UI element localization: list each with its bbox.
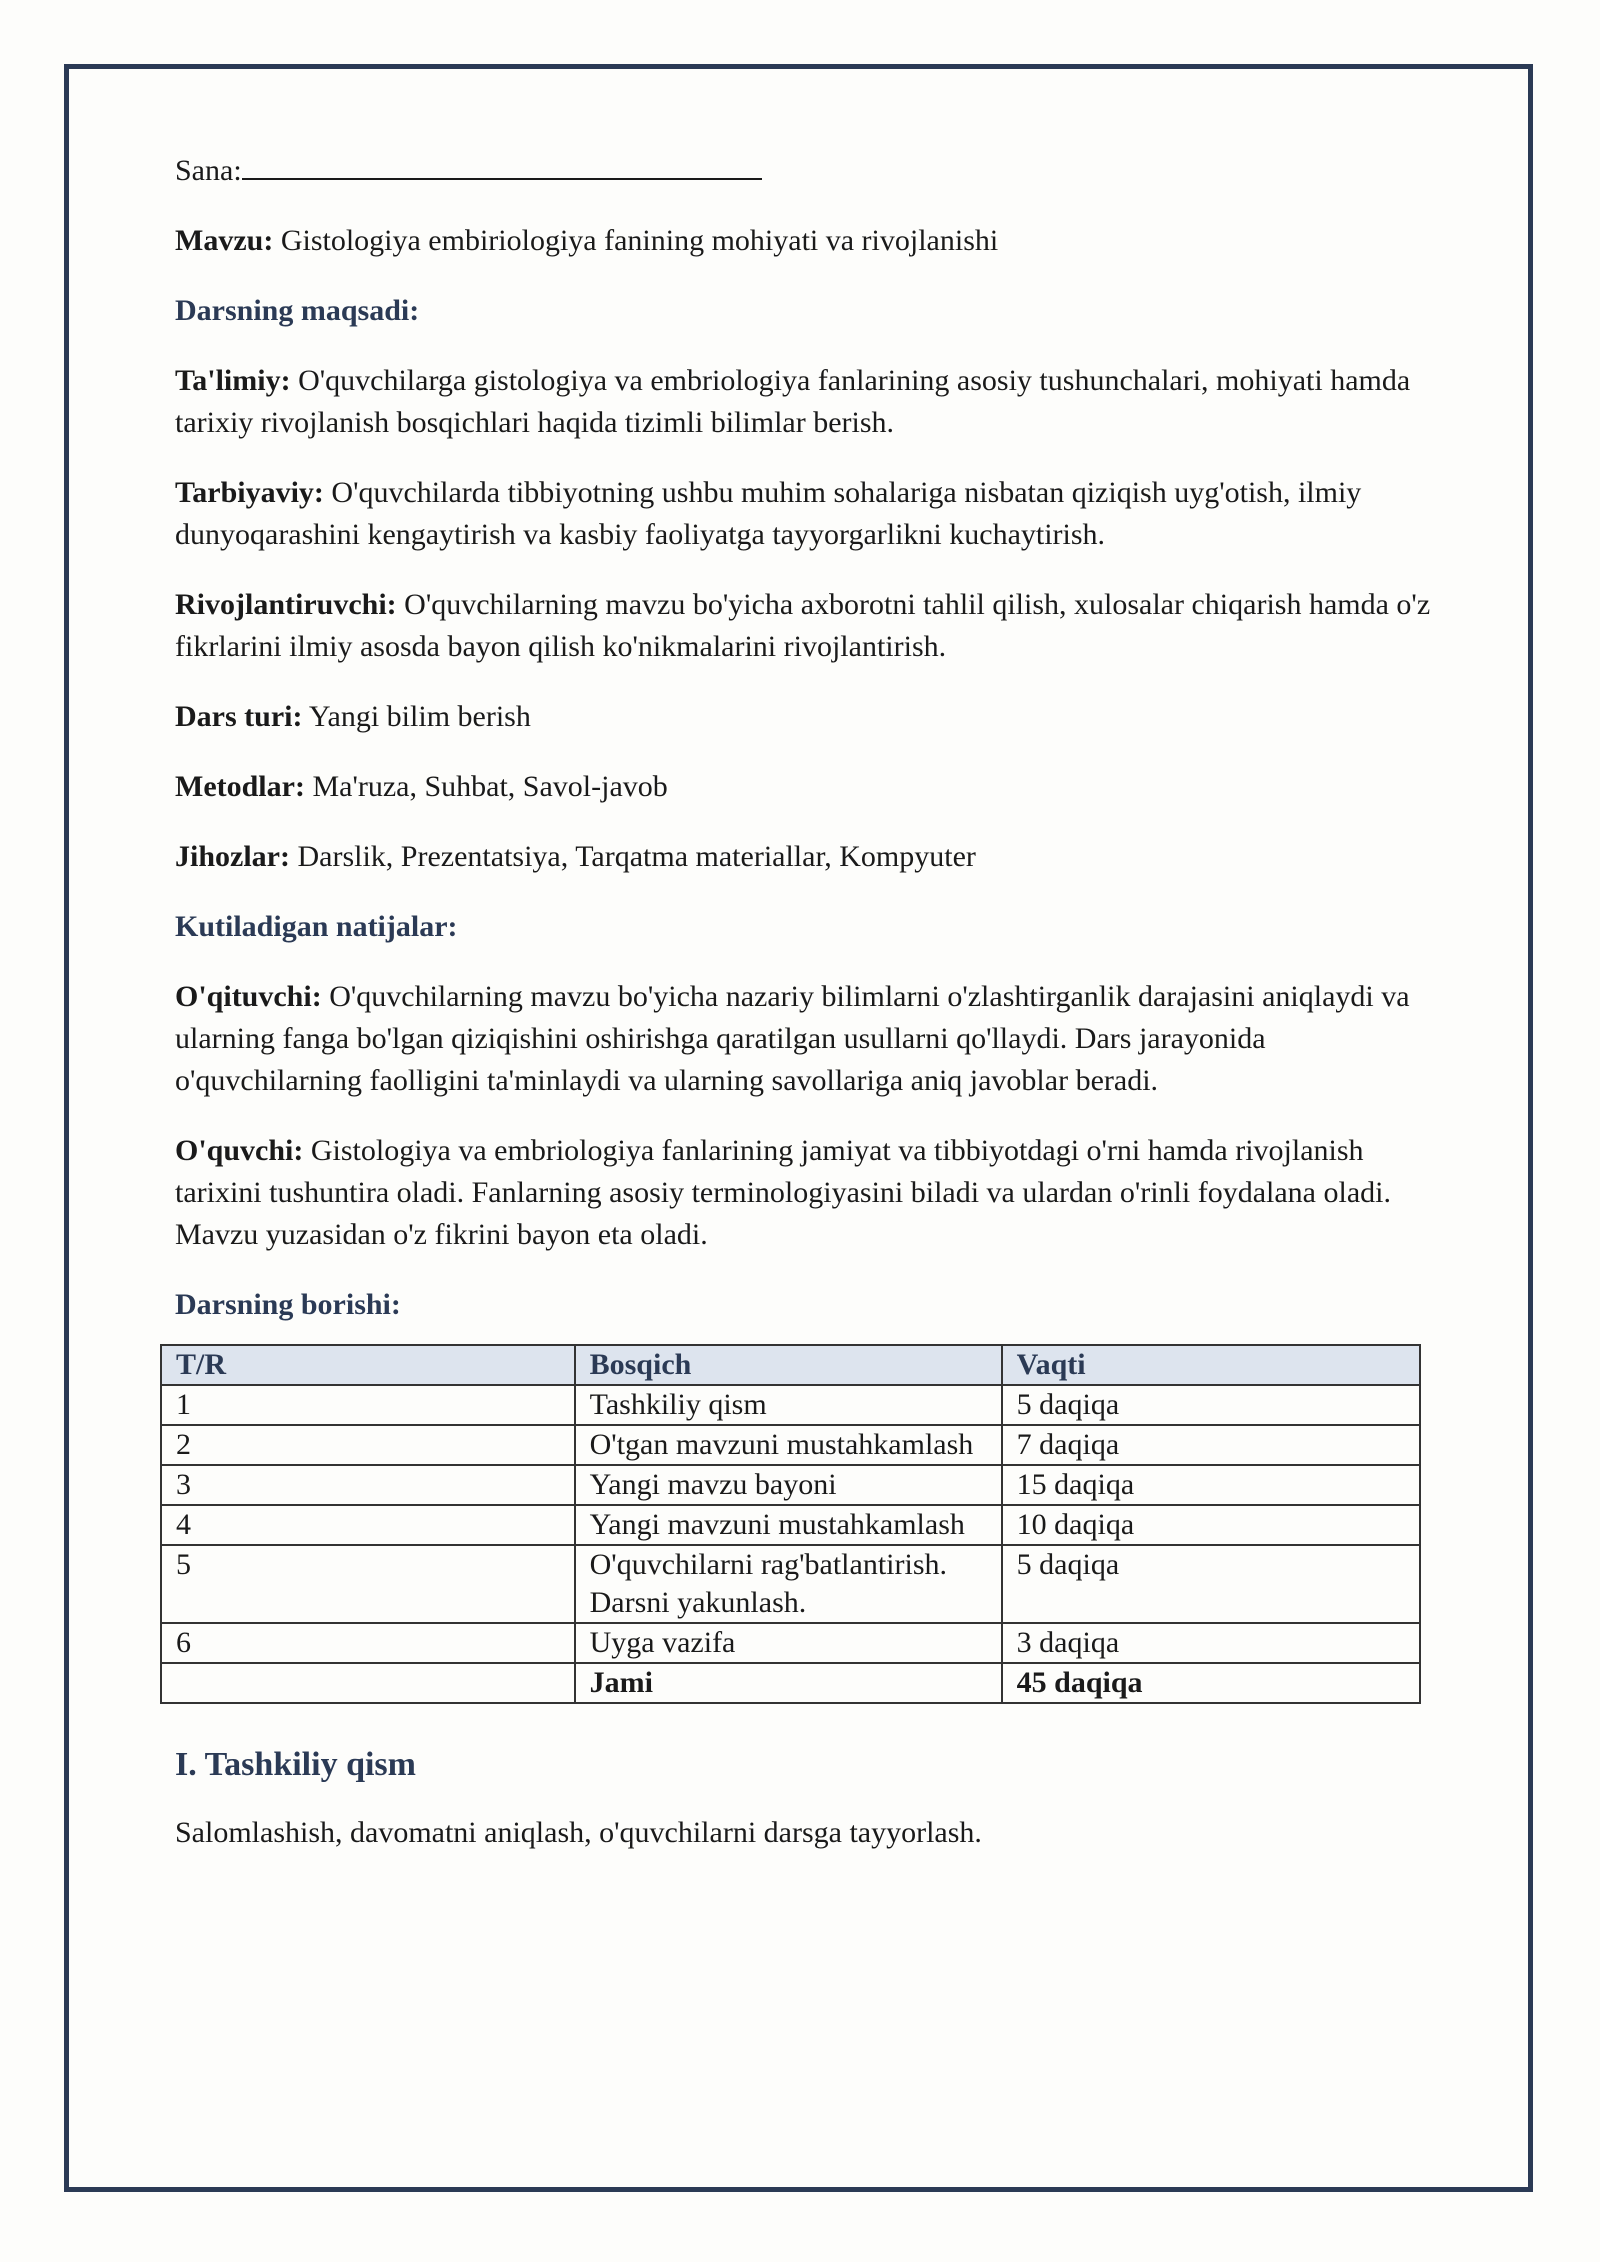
table-cell: 5	[161, 1545, 575, 1623]
tarbiyaviy-text: O'quvchilarda tibbiyotning ushbu muhim sohalariga nisbatan qiziqish uyg'otish, ilmiy dunyoqarashini kengaytirish va kasbiy faoliyatga tayyorgarlikni kuchaytirish.	[175, 476, 1362, 551]
table-cell: Yangi mavzuni mustahkamlash	[575, 1505, 1002, 1545]
lesson-plan-table	[160, 1344, 1421, 1704]
sana-label: Sana:	[175, 154, 242, 187]
table-row	[161, 1465, 1420, 1505]
darsning-borishi-heading: Darsning borishi:	[175, 1288, 401, 1321]
table-cell: 3	[161, 1465, 575, 1505]
mavzu-text: Gistologiya embiriologiya fanining mohiyati va rivojlanishi	[273, 224, 999, 257]
table-header-row	[161, 1345, 1420, 1385]
mavzu-label: Mavzu:	[175, 224, 274, 257]
metodlar-text: Ma'ruza, Suhbat, Savol-javob	[304, 770, 668, 803]
section-1-text: Salomlashish, davomatni aniqlash, o'quvchilarni darsga tayyorlash.	[175, 1816, 982, 1849]
rivojlantiruvchi-label: Rivojlantiruvchi:	[175, 588, 397, 621]
oqituvchi-label: O'qituvchi:	[175, 980, 322, 1013]
table-cell: 7 daqiqa	[1002, 1425, 1420, 1465]
talimiy-paragraph	[175, 360, 1435, 444]
jihozlar-text: Darslik, Prezentatsiya, Tarqatma materiallar, Kompyuter	[289, 840, 976, 873]
table-total-label: Jami	[575, 1663, 1002, 1703]
table-cell: Yangi mavzu bayoni	[575, 1465, 1002, 1505]
table-cell: 1	[161, 1385, 575, 1425]
table-cell: O'tgan mavzuni mustahkamlash	[575, 1425, 1002, 1465]
dars-turi-paragraph	[175, 696, 1435, 738]
jihozlar-label: Jihozlar:	[175, 840, 290, 873]
table-total-value: 45 daqiqa	[1002, 1663, 1420, 1703]
rivojlantiruvchi-text: O'quvchilarning mavzu bo'yicha axborotni tahlil qilish, xulosalar chiqarish hamda o'z fikrlarini ilmiy asosda bayon qilish ko'nikmalarini rivojlantirish.	[175, 588, 1431, 663]
table-cell: 6	[161, 1623, 575, 1663]
table-row	[161, 1425, 1420, 1465]
section-1-heading: I. Tashkiliy qism	[175, 1746, 416, 1783]
sana-line	[175, 150, 1435, 192]
table-cell: O'quvchilarni rag'batlantirish. Darsni yakunlash.	[575, 1545, 1002, 1623]
table-cell: 5 daqiqa	[1002, 1545, 1420, 1623]
table-cell: 3 daqiqa	[1002, 1623, 1420, 1663]
oquvchi-text: Gistologiya va embriologiya fanlarining jamiyat va tibbiyotdagi o'rni hamda rivojlanish tarixini tushuntira oladi. Fanlarning asosiy terminologiyasini biladi va ulardan o'rinli foydalana oladi. Mavzu yuzasidan o'z fikrini bayon eta oladi.	[175, 1134, 1391, 1251]
talimiy-label: Ta'limiy:	[175, 364, 291, 397]
table-header-cell: T/R	[161, 1345, 575, 1385]
oquvchi-paragraph	[175, 1130, 1435, 1256]
table-header-cell: Bosqich	[575, 1345, 1002, 1385]
table-cell: 4	[161, 1505, 575, 1545]
jihozlar-paragraph	[175, 836, 1435, 878]
metodlar-paragraph	[175, 766, 1435, 808]
metodlar-label: Metodlar:	[175, 770, 305, 803]
table-row	[161, 1385, 1420, 1425]
table-row	[161, 1545, 1420, 1623]
table-cell: 10 daqiqa	[1002, 1505, 1420, 1545]
document-body	[175, 150, 1435, 1882]
sana-blank	[242, 150, 762, 180]
kutiladigan-natijalar-heading: Kutiladigan natijalar:	[175, 910, 458, 943]
table-cell: 5 daqiqa	[1002, 1385, 1420, 1425]
oqituvchi-paragraph	[175, 976, 1435, 1102]
rivojlantiruvchi-paragraph	[175, 584, 1435, 668]
oqituvchi-text: O'quvchilarning mavzu bo'yicha nazariy bilimlarni o'zlashtirganlik darajasini aniqlaydi va ularning fanga bo'lgan qiziqishini oshirishga qaratilgan usullarni qo'llaydi. Dars jarayonida o'quvchilarning faolligini ta'minlaydi va ularning savollariga aniq javoblar beradi.	[175, 980, 1410, 1097]
oquvchi-label: O'quvchi:	[175, 1134, 304, 1167]
table-total-row	[161, 1663, 1420, 1703]
talimiy-text: O'quvchilarga gistologiya va embriologiya fanlarining asosiy tushunchalari, mohiyati hamda tarixiy rivojlanish bosqichlari haqida tizimli bilimlar berish.	[175, 364, 1411, 439]
table-header-cell: Vaqti	[1002, 1345, 1420, 1385]
table-cell: Uyga vazifa	[575, 1623, 1002, 1663]
table-cell: 2	[161, 1425, 575, 1465]
mavzu-paragraph	[175, 220, 1435, 262]
table-row	[161, 1505, 1420, 1545]
tarbiyaviy-label: Tarbiyaviy:	[175, 476, 324, 509]
tarbiyaviy-paragraph	[175, 472, 1435, 556]
table-row	[161, 1623, 1420, 1663]
dars-turi-label: Dars turi:	[175, 700, 303, 733]
table-cell	[161, 1663, 575, 1703]
table-cell: Tashkiliy qism	[575, 1385, 1002, 1425]
dars-turi-text: Yangi bilim berish	[302, 700, 531, 733]
darsning-maqsadi-heading: Darsning maqsadi:	[175, 294, 420, 327]
table-cell: 15 daqiqa	[1002, 1465, 1420, 1505]
